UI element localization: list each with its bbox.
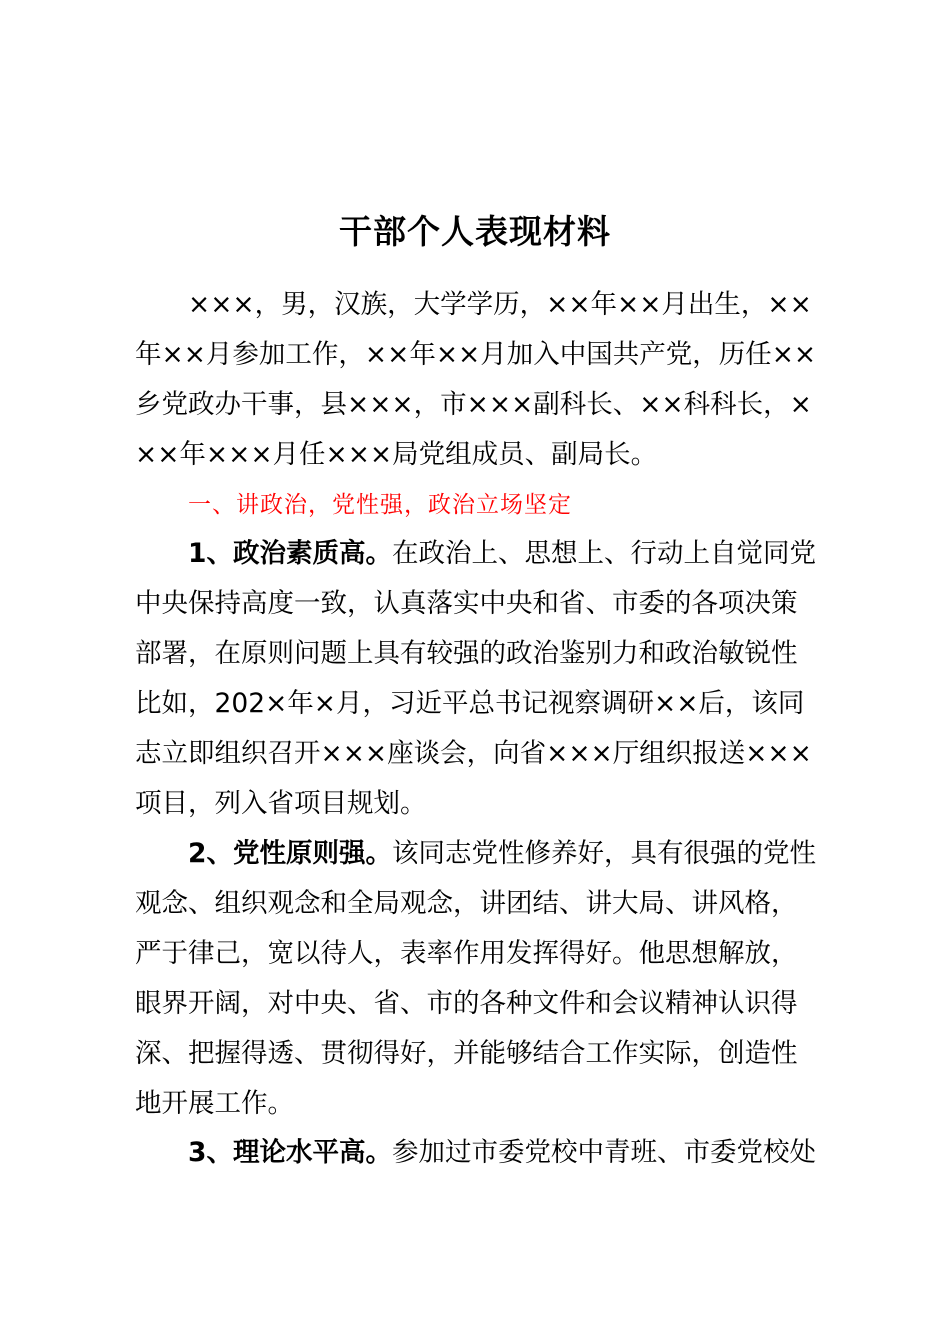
- paragraph-1-line-4: 比如，202×年×月，习近平总书记视察调研××后，该同: [135, 688, 805, 719]
- paragraph-1-line-6: 项目，列入省项目规划。: [135, 788, 427, 819]
- paragraph-1-line-1: [188, 529, 816, 579]
- intro-line-4: ××年×××月任×××局党组成员、副局长。: [135, 439, 658, 470]
- paragraph-1-line-2: 中央保持高度一致，认真落实中央和省、市委的各项决策: [135, 588, 798, 619]
- paragraph-1-line-3: 部署，在原则问题上具有较强的政治鉴别力和政治敏锐性: [135, 638, 798, 669]
- intro-line-3: 乡党政办干事，县×××，市×××副科长、××科科长，×: [135, 389, 812, 420]
- paragraph-1-line-5: 志立即组织召开×××座谈会，向省×××厅组织报送×××: [135, 738, 812, 769]
- paragraph-2-line-3: 严于律己，宽以待人，表率作用发挥得好。他思想解放，: [135, 938, 798, 969]
- intro-line-2: 年××月参加工作，××年××月加入中国共产党，历任××: [135, 339, 817, 370]
- paragraph-2-line-2: 观念、组织观念和全局观念，讲团结、讲大局、讲风格，: [135, 888, 798, 919]
- paragraph-2-line-4: 眼界开阔，对中央、省、市的各种文件和会议精神认识得: [135, 988, 798, 1019]
- paragraph-3-text-1: 参加过市委党校中青班、市委党校处: [391, 1137, 816, 1168]
- intro-line-1: ×××，男，汉族，大学学历，××年××月出生，××: [188, 289, 812, 320]
- paragraph-3-line-1: [188, 1128, 816, 1178]
- section-heading-1: 一、讲政治，党性强，政治立场坚定: [188, 492, 572, 518]
- paragraph-2-line-1: [188, 829, 816, 879]
- subheading-3: 3、理论水平高。: [188, 1137, 392, 1168]
- subheading-1: 1、政治素质高。: [188, 538, 392, 569]
- paragraph-2-text-1: 该同志党性修养好，具有很强的党性: [391, 838, 816, 869]
- paragraph-1-text-1: 在政治上、思想上、行动上自觉同党: [391, 538, 816, 569]
- paragraph-2-line-6: 地开展工作。: [135, 1088, 294, 1119]
- document-title: 干部个人表现材料: [339, 212, 611, 251]
- paragraph-2-line-5: 深、把握得透、贯彻得好，并能够结合工作实际，创造性: [135, 1038, 798, 1069]
- subheading-2: 2、党性原则强。: [188, 838, 392, 869]
